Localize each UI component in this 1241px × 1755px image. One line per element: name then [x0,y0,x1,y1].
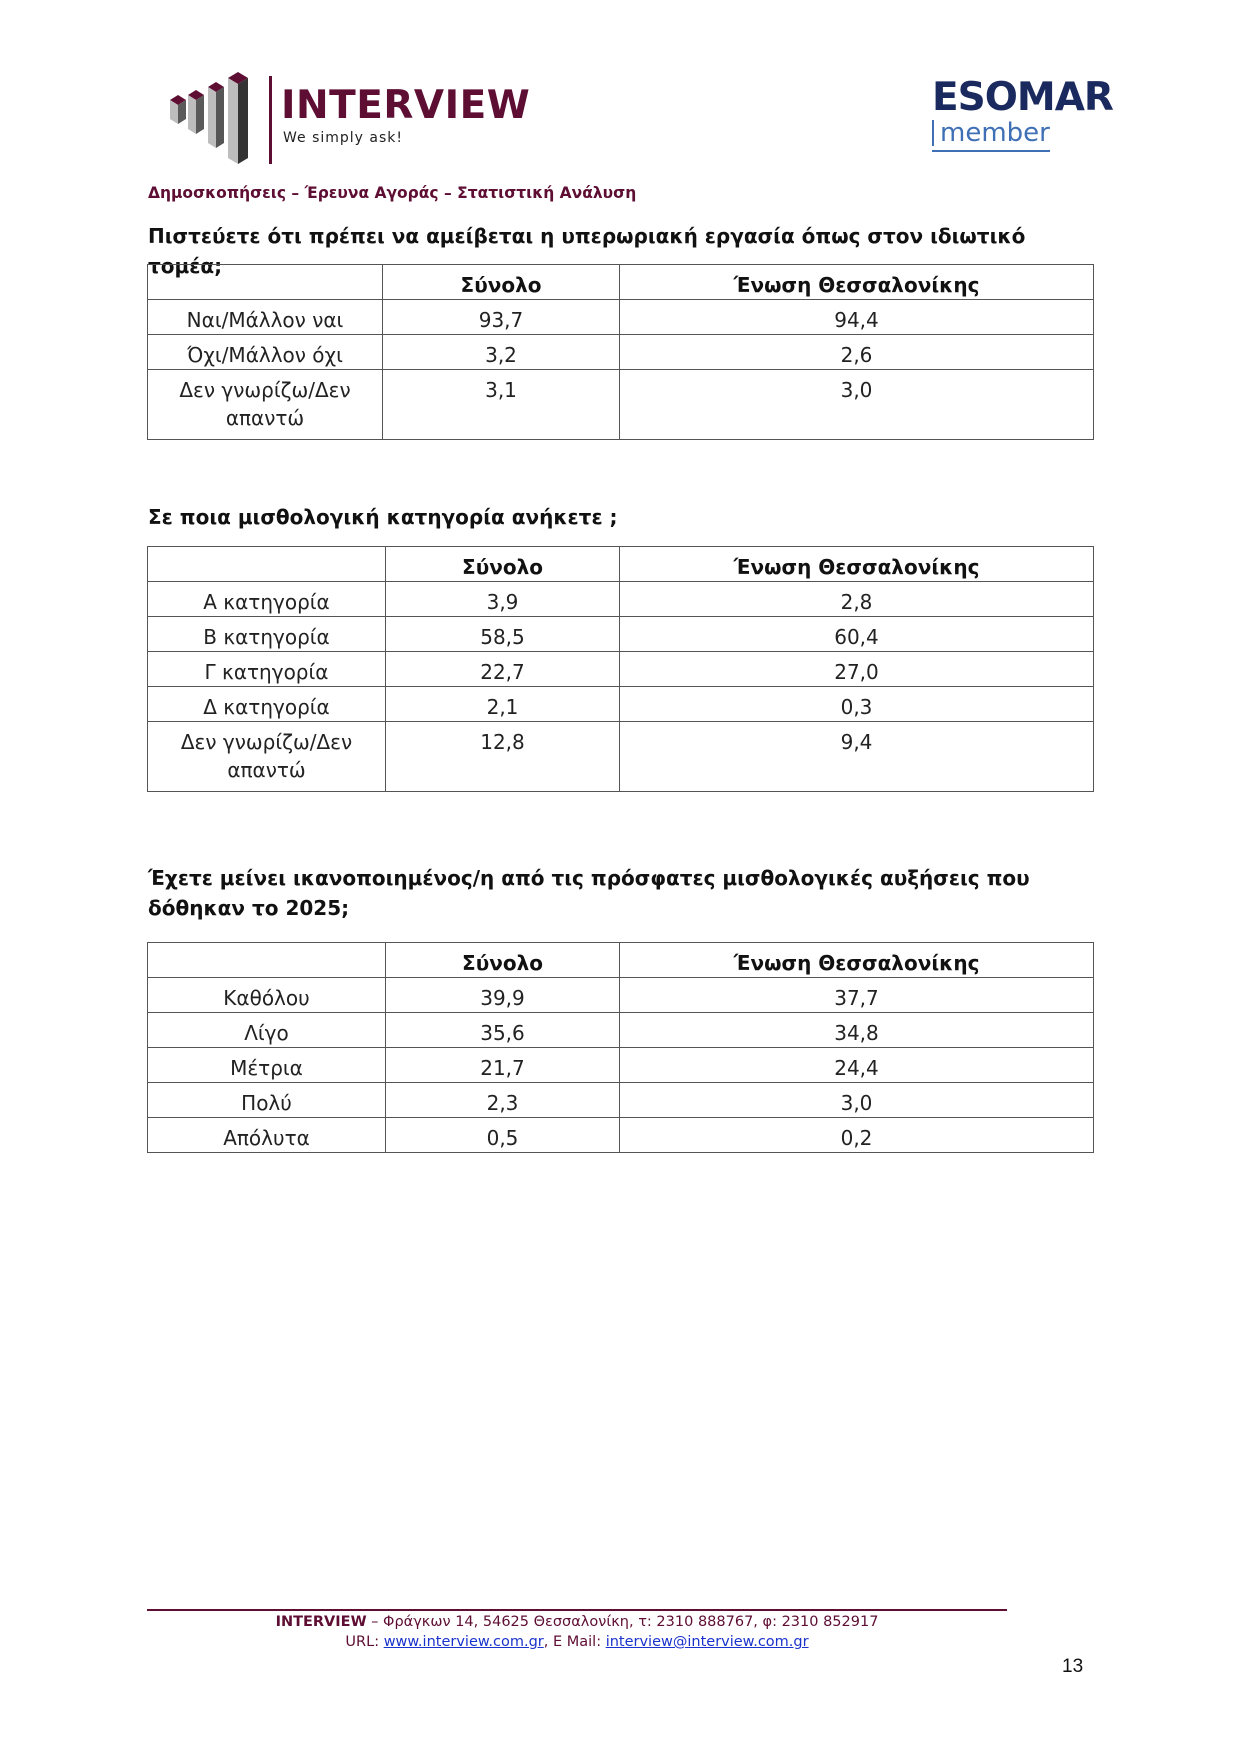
table-salary-category [147,546,1094,792]
interview-logo [168,72,538,172]
total-value: 2,1 [386,687,620,722]
table-row [148,652,1094,687]
header-cell-total: Σύνολο [386,547,620,582]
table-row [148,370,1094,440]
table-row [148,978,1094,1013]
footer-email-label: , E Mail: [543,1634,606,1650]
table-salary-raise-satisfaction [147,942,1094,1153]
esomar-wordmark: ESOMAR [932,75,1113,120]
row-label: Όχι/Μάλλον όχι [148,335,383,370]
union-value: 0,3 [620,687,1094,722]
brand-name: INTERVIEW [281,83,531,128]
table-row [148,1048,1094,1083]
table-row [148,335,1094,370]
row-label: Δεν γνωρίζω/Δεν απαντώ [148,370,383,440]
total-value: 58,5 [386,617,620,652]
header-cell-total: Σύνολο [383,265,620,300]
footer-divider [147,1609,1007,1611]
footer-address [147,1614,1007,1630]
union-value: 37,7 [620,978,1094,1013]
row-label: Δ κατηγορία [148,687,386,722]
question-salary-category: Σε ποια μισθολογική κατηγορία ανήκετε ; [148,505,618,529]
table-row [148,300,1094,335]
question-overtime-pay: Πιστεύετε ότι πρέπει να αμείβεται η υπερωριακή εργασία όπως στον ιδιωτικό τομέα; [148,224,1026,278]
row-label: Ναι/Μάλλον ναι [148,300,383,335]
total-value: 2,3 [386,1083,620,1118]
page-number: 13 [1062,1656,1084,1677]
header-cell-union: Ένωση Θεσσαλονίκης [620,943,1094,978]
row-label: Πολύ [148,1083,386,1118]
table-overtime-pay [147,264,1094,440]
table-header-row [148,943,1094,978]
esomar-member-label: member [932,120,1050,146]
total-value: 3,1 [383,370,620,440]
union-value: 94,4 [620,300,1094,335]
total-value: 0,5 [386,1118,620,1153]
header-cell-empty [148,547,386,582]
footer-email-link[interactable]: interview@interview.com.gr [605,1634,809,1650]
total-value: 3,2 [383,335,620,370]
total-value: 12,8 [386,722,620,792]
header-cell-union: Ένωση Θεσσαλονίκης [620,547,1094,582]
bar-chart-logo-icon [168,72,258,164]
table-row [148,1118,1094,1153]
footer-url-label: URL: [345,1634,384,1650]
footer-contacts [147,1634,1007,1650]
table-row [148,1013,1094,1048]
table-header-row [148,547,1094,582]
footer-address-text: – Φράγκων 14, 54625 Θεσσαλονίκη, τ: 2310 888767, φ: 2310 852917 [366,1614,879,1630]
question-salary-raise-satisfaction: Έχετε μείνει ικανοποιημένος/η από τις πρόσφατες μισθολογικές αυξήσεις που δόθηκαν το 2025; [148,866,1030,920]
union-value: 60,4 [620,617,1094,652]
table-row [148,1083,1094,1118]
header-cell-empty [148,265,383,300]
union-value: 9,4 [620,722,1094,792]
union-value: 2,8 [620,582,1094,617]
union-value: 34,8 [620,1013,1094,1048]
esomar-underline [932,150,1050,152]
services-tagline: Δημοσκοπήσεις – Έρευνα Αγοράς – Στατιστική Ανάλυση [148,184,637,202]
row-label: Λίγο [148,1013,386,1048]
esomar-logo [932,75,1117,158]
row-label: Μέτρια [148,1048,386,1083]
header-cell-total: Σύνολο [386,943,620,978]
footer-url-link[interactable]: www.interview.com.gr [383,1634,544,1650]
table-row [148,582,1094,617]
brand-tagline: We simply ask! [283,130,404,146]
logo-divider [269,76,272,164]
union-value: 0,2 [620,1118,1094,1153]
total-value: 21,7 [386,1048,620,1083]
row-label: Καθόλου [148,978,386,1013]
header-cell-empty [148,943,386,978]
row-label: Γ κατηγορία [148,652,386,687]
total-value: 22,7 [386,652,620,687]
footer-company: INTERVIEW [275,1614,367,1630]
total-value: 39,9 [386,978,620,1013]
row-label: Δεν γνωρίζω/Δεν απαντώ [148,722,386,792]
table-row [148,722,1094,792]
total-value: 93,7 [383,300,620,335]
total-value: 35,6 [386,1013,620,1048]
total-value: 3,9 [386,582,620,617]
row-label: Β κατηγορία [148,617,386,652]
union-value: 24,4 [620,1048,1094,1083]
row-label: Α κατηγορία [148,582,386,617]
union-value: 2,6 [620,335,1094,370]
table-row [148,617,1094,652]
table-row [148,687,1094,722]
union-value: 27,0 [620,652,1094,687]
union-value: 3,0 [620,370,1094,440]
header-cell-union: Ένωση Θεσσαλονίκης [620,265,1094,300]
union-value: 3,0 [620,1083,1094,1118]
table-header-row [148,265,1094,300]
row-label: Απόλυτα [148,1118,386,1153]
